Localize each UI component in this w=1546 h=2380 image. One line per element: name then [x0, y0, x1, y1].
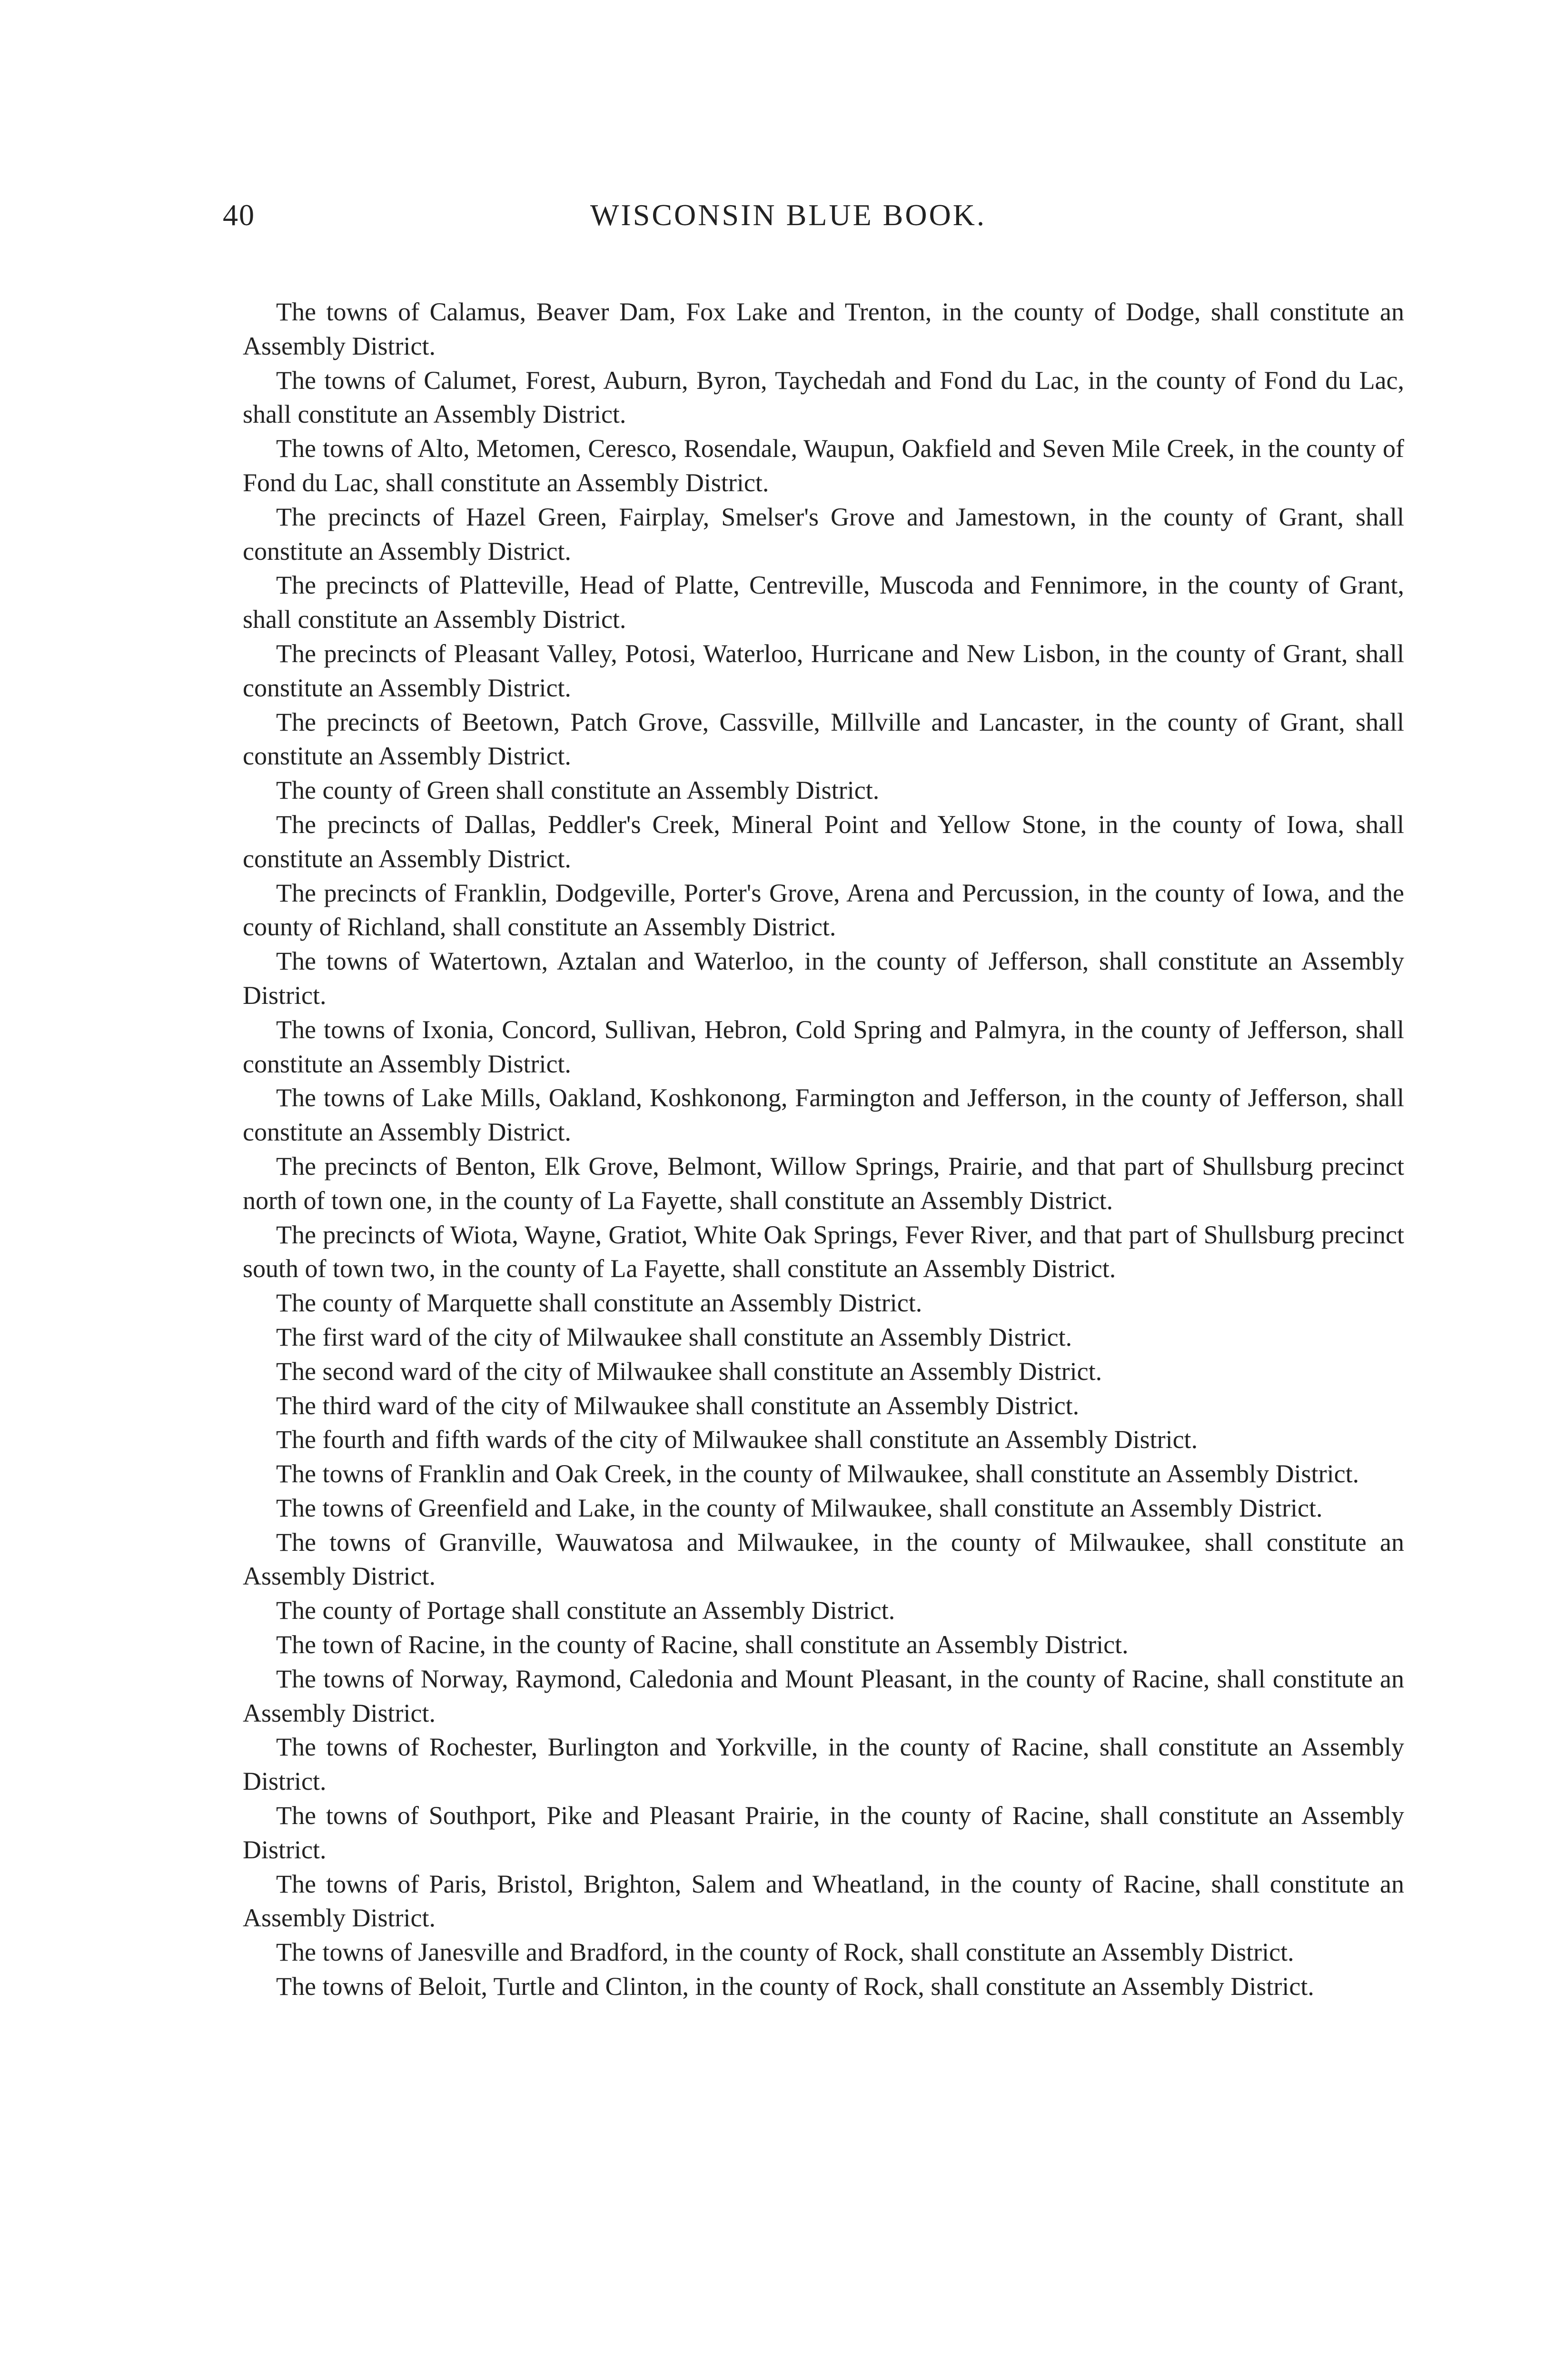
paragraph: The towns of Lake Mills, Oakland, Koshkonong, Farmington and Jefferson, in the county of Jefferson, shall constitute an Assembly District. [243, 1083, 1404, 1147]
paragraph: The towns of Granville, Wauwatosa and Milwaukee, in the county of Milwaukee, shall constitute an Assembly District. [243, 1527, 1404, 1591]
paragraph: The county of Portage shall constitute an Assembly District. [276, 1596, 895, 1625]
paragraph: The county of Green shall constitute an Assembly District. [276, 776, 880, 805]
paragraph: The precincts of Dallas, Peddler's Creek, Mineral Point and Yellow Stone, in the county of Iowa, shall constitute an Assembly District. [243, 810, 1404, 873]
paragraph: The towns of Calamus, Beaver Dam, Fox Lake and Trenton, in the county of Dodge, shall constitute an Assembly District. [243, 298, 1404, 360]
paragraph: The precincts of Hazel Green, Fairplay, Smelser's Grove and Jamestown, in the county of Grant, shall constitute an Assembly District. [243, 502, 1404, 565]
paragraph: The precincts of Wiota, Wayne, Gratiot, White Oak Springs, Fever River, and that part of Shullsburg precinct south of town two, in the county of La Fayette, shall constitute an Assembly District. [243, 1220, 1404, 1283]
running-head: WISCONSIN BLUE BOOK. [590, 198, 986, 232]
paragraph: The towns of Ixonia, Concord, Sullivan, Hebron, Cold Spring and Palmyra, in the county of Jefferson, shall constitute an Assembly District. [243, 1015, 1404, 1078]
paragraph: The precincts of Benton, Elk Grove, Belmont, Willow Springs, Prairie, and that part of Shullsburg precinct north of town one, in the county of La Fayette, shall constitute an Assembly District. [243, 1151, 1404, 1215]
paragraph: The towns of Janesville and Bradford, in the county of Rock, shall constitute an Assembly District. [276, 1938, 1294, 1967]
paragraph: The county of Marquette shall constitute an Assembly District. [276, 1289, 922, 1318]
paragraph: The precincts of Platteville, Head of Platte, Centreville, Muscoda and Fennimore, in the county of Grant, shall constitute an Assembly District. [243, 571, 1404, 634]
paragraph: The precincts of Beetown, Patch Grove, Cassville, Millville and Lancaster, in the county of Grant, shall constitute an Assembly District. [243, 707, 1404, 771]
paragraph: The precincts of Franklin, Dodgeville, Porter's Grove, Arena and Percussion, in the county of Iowa, and the county of Richland, shall constitute an Assembly District. [243, 878, 1404, 942]
paragraph: The fourth and fifth wards of the city of Milwaukee shall constitute an Assembly District. [276, 1425, 1198, 1454]
paragraph: The second ward of the city of Milwaukee shall constitute an Assembly District. [276, 1357, 1102, 1386]
paragraph: The towns of Watertown, Aztalan and Waterloo, in the county of Jefferson, shall constitute an Assembly District. [243, 947, 1404, 1010]
page-number: 40 [223, 198, 255, 232]
paragraph: The towns of Norway, Raymond, Caledonia and Mount Pleasant, in the county of Racine, shall constitute an Assembly District. [243, 1664, 1404, 1727]
paragraph: The towns of Paris, Bristol, Brighton, Salem and Wheatland, in the county of Racine, shall constitute an Assembly District. [243, 1869, 1404, 1933]
paragraph: The towns of Calumet, Forest, Auburn, Byron, Taychedah and Fond du Lac, in the county of Fond du Lac, shall constitute an Assembly District. [243, 366, 1404, 429]
paragraph: The towns of Franklin and Oak Creek, in the county of Milwaukee, shall constitute an Assembly District. [276, 1459, 1359, 1488]
paragraph: The first ward of the city of Milwaukee shall constitute an Assembly District. [276, 1322, 1072, 1351]
paragraph: The third ward of the city of Milwaukee shall constitute an Assembly District. [276, 1391, 1080, 1420]
paragraph: The towns of Southport, Pike and Pleasant Prairie, in the county of Racine, shall constitute an Assembly District. [243, 1801, 1404, 1864]
paragraph: The towns of Greenfield and Lake, in the county of Milwaukee, shall constitute an Assembly District. [276, 1493, 1323, 1522]
paragraph: The towns of Rochester, Burlington and Yorkville, in the county of Racine, shall constitute an Assembly District. [243, 1733, 1404, 1796]
body-text [243, 295, 1404, 2004]
paragraph: The towns of Beloit, Turtle and Clinton, in the county of Rock, shall constitute an Assembly District. [276, 1972, 1314, 2001]
paragraph: The towns of Alto, Metomen, Ceresco, Rosendale, Waupun, Oakfield and Seven Mile Creek, in the county of Fond du Lac, shall constitute an Assembly District. [243, 434, 1404, 497]
paragraph: The town of Racine, in the county of Racine, shall constitute an Assembly District. [276, 1630, 1129, 1659]
paragraph: The precincts of Pleasant Valley, Potosi, Waterloo, Hurricane and New Lisbon, in the county of Grant, shall constitute an Assembly District. [243, 639, 1404, 702]
